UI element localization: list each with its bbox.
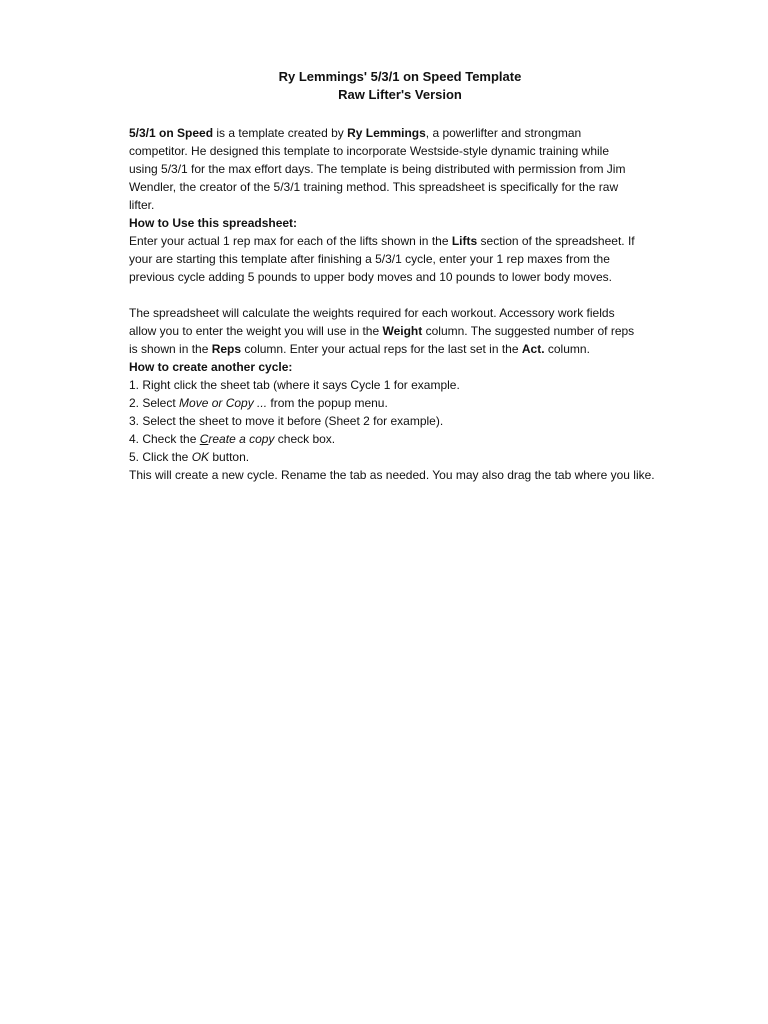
step-2-italic: Move or Copy ... [179, 396, 268, 410]
intro-line-5: lifter. [129, 198, 155, 212]
step-4 [129, 430, 674, 448]
document-title: Ry Lemmings' 5/3/1 on Speed Template [278, 69, 522, 84]
calc-line-3b: column. Enter your actual reps for the last set in the [241, 342, 522, 356]
step-4a: 4. Check the [129, 432, 200, 446]
how-to-use-lifts: Lifts [451, 234, 478, 248]
step-5 [129, 448, 674, 466]
closing-line: This will create a new cycle. Rename the tab as needed. You may also drag the tab where you like. [129, 468, 655, 482]
step-2b: from the popup menu. [267, 396, 388, 410]
step-5a: 5. Click the [129, 450, 192, 464]
how-to-use-heading-text: How to Use this spreadsheet: [129, 216, 298, 230]
step-4-underline: C [199, 432, 209, 446]
how-to-use-line-1a: Enter your actual 1 rep max for each of the lifts shown in the [129, 234, 452, 248]
calc-line-3 [129, 340, 674, 358]
calc-weight: Weight [382, 324, 423, 338]
intro-line-2: competitor. He designed this template to incorporate Westside-style dynamic training while [129, 144, 610, 158]
intro-line-3: using 5/3/1 for the max effort days. The template is being distributed with permission from Jim [129, 162, 626, 176]
step-1: 1. Right click the sheet tab (where it says Cycle 1 for example. [129, 378, 460, 392]
intro-line-1 [129, 124, 674, 142]
intro-bold-name: 5/3/1 on Speed [129, 126, 214, 140]
calc-line-2b: column. The suggested number of reps [422, 324, 635, 338]
calc-line-2a: allow you to enter the weight you will use in the [129, 324, 383, 338]
step-5b: button. [209, 450, 250, 464]
intro-text-1: is a template created by [213, 126, 348, 140]
intro-text-2: , a powerlifter and strongman [425, 126, 582, 140]
step-2 [129, 394, 674, 412]
another-cycle-heading [129, 358, 674, 376]
calc-line-3c: column. [544, 342, 590, 356]
step-4-italic [200, 432, 275, 446]
calc-line-3a: is shown in the [129, 342, 212, 356]
how-to-use-line-2: your are starting this template after finishing a 5/3/1 cycle, enter your 1 rep maxes from the [129, 252, 610, 266]
how-to-use-line-1b: section of the spreadsheet. If [477, 234, 635, 248]
step-4-italic-rest: reate a copy [208, 432, 275, 446]
intro-line-4: Wendler, the creator of the 5/3/1 training method. This spreadsheet is specifically for the raw [129, 180, 619, 194]
step-4b: check box. [274, 432, 336, 446]
how-to-use-line-1 [129, 232, 674, 250]
step-2a: 2. Select [129, 396, 180, 410]
how-to-use-line-3: previous cycle adding 5 pounds to upper body moves and 10 pounds to lower body moves. [129, 270, 612, 284]
another-cycle-heading-text: How to create another cycle: [129, 360, 293, 374]
calc-act: Act. [521, 342, 545, 356]
step-3: 3. Select the sheet to move it before (Sheet 2 for example). [129, 414, 444, 428]
step-5-italic: OK [191, 450, 210, 464]
how-to-use-heading [129, 214, 674, 232]
calc-line-1: The spreadsheet will calculate the weights required for each workout. Accessory work fields [129, 306, 615, 320]
document-body [129, 124, 674, 484]
intro-author: Ry Lemmings [347, 126, 426, 140]
calc-reps: Reps [211, 342, 242, 356]
paragraph-spacer [129, 286, 674, 304]
calc-line-2 [129, 322, 674, 340]
document-subtitle: Raw Lifter's Version [338, 87, 462, 102]
